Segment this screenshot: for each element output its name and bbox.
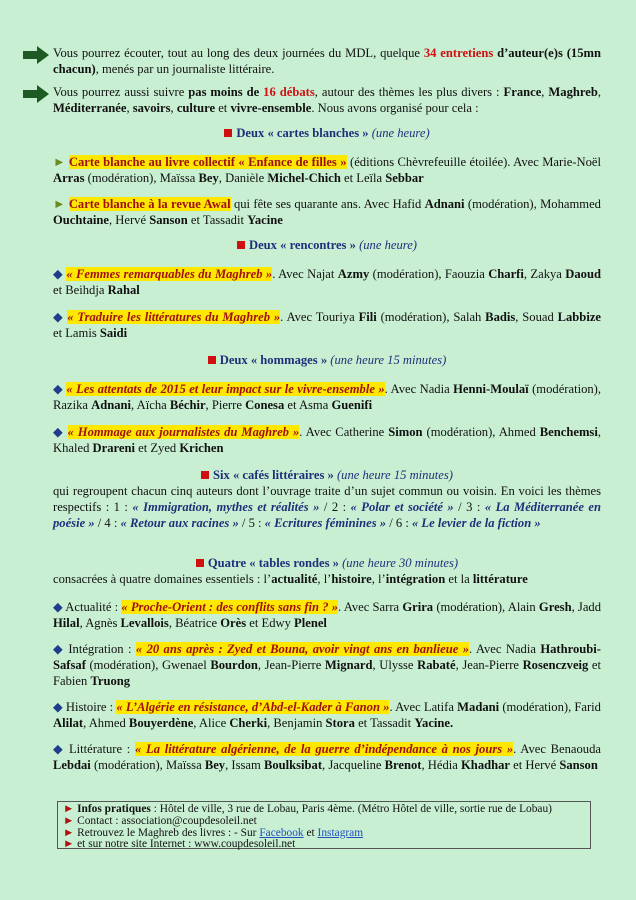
text: (modération), Mohammed xyxy=(464,197,601,211)
table-label: Histoire : xyxy=(65,700,117,714)
cafe-theme: « Retour aux racines » xyxy=(120,516,239,530)
highlight xyxy=(68,425,300,439)
text: (modération), Farid xyxy=(499,700,601,714)
section-duration: (une heure 15 minutes) xyxy=(336,468,453,482)
table-ronde-histoire xyxy=(53,699,601,731)
intro2-bold: pas moins de xyxy=(188,85,264,99)
text: , Alice xyxy=(193,716,230,730)
table-title: « Proche-Orient : des conflits sans fin ? » xyxy=(121,600,339,614)
text: (modération), Alain xyxy=(433,600,539,614)
text: , Agnès xyxy=(79,616,121,630)
name: Adnani xyxy=(91,398,132,412)
domain: littérature xyxy=(472,572,528,586)
name: Ouchtaine xyxy=(53,213,109,227)
text: qui regroupent chacun cinq auteurs dont l’ouvrage traite d’un sujet commun ou voisin. En voici les thèmes respectifs : 1 : xyxy=(53,484,601,514)
section-duration: (une heure 30 minutes) xyxy=(342,556,459,570)
hommage-1 xyxy=(53,381,601,413)
intro2-end: . Nous avons organisé pour cela : xyxy=(311,101,479,115)
highlight xyxy=(69,155,347,169)
section-cafes-litteraires xyxy=(53,467,601,483)
section-title: Quatre « tables rondes » xyxy=(207,556,339,570)
arrow-right-icon xyxy=(23,85,49,103)
name: Khadhar xyxy=(461,758,511,772)
rencontre-1 xyxy=(53,266,601,298)
carte1-title: Carte blanche au livre collectif « Enfance de filles » xyxy=(68,155,347,169)
highlight xyxy=(66,267,272,281)
domain: actualité xyxy=(271,572,318,586)
name: Yacine xyxy=(247,213,283,227)
sep: / 5 : xyxy=(238,516,265,530)
text: , l’ xyxy=(371,572,386,586)
theme-vivre-ensemble: vivre-ensemble xyxy=(230,101,312,115)
intro1-text: Vous pourrez écouter, tout au long des deux journées du MDL, quelque xyxy=(53,46,424,60)
sep: , xyxy=(126,101,133,115)
sep: / 4 : xyxy=(94,516,121,530)
sep: / 6 : xyxy=(386,516,412,530)
sep: / 2 : xyxy=(319,500,351,514)
text: , Jean-Pierre xyxy=(257,658,325,672)
name: Arras xyxy=(53,171,85,185)
cafes-description xyxy=(53,483,601,531)
text: , Pierre xyxy=(205,398,246,412)
text: et la xyxy=(445,572,473,586)
text: , Ahmed xyxy=(83,716,129,730)
theme-maghreb: Maghreb xyxy=(548,85,598,99)
section-title: Deux « rencontres » xyxy=(248,238,356,252)
domain: intégration xyxy=(385,572,446,586)
social-sep: et xyxy=(303,826,318,839)
table-title: « L’Algérie en résistance, d’Abd-el-Kader à Fanon » xyxy=(116,700,390,714)
section-rencontres xyxy=(53,237,601,253)
name: Brenot xyxy=(384,758,422,772)
name: Conesa xyxy=(245,398,285,412)
name: Sanson xyxy=(149,213,188,227)
info-line-website xyxy=(63,839,585,851)
name: Mignard xyxy=(324,658,373,672)
text: et Zyed xyxy=(134,441,180,455)
sep: / 3 : xyxy=(453,500,485,514)
section-title: Deux « hommages » xyxy=(219,353,328,367)
name: Bourdon xyxy=(210,658,258,672)
name: Guenifi xyxy=(331,398,373,412)
name: Daoud xyxy=(565,267,601,281)
text: , Béatrice xyxy=(168,616,221,630)
info-label: Infos pratiques xyxy=(77,803,151,815)
name: Stora xyxy=(325,716,355,730)
facebook-link[interactable]: Facebook xyxy=(259,826,304,839)
name: Rabaté xyxy=(417,658,456,672)
hommage-2 xyxy=(53,424,601,456)
carte2-title: Carte blanche à la revue Awal xyxy=(68,197,231,211)
name: Plenel xyxy=(294,616,327,630)
instagram-link[interactable]: Instagram xyxy=(317,826,364,839)
theme-mediterranee: Méditerranée xyxy=(53,101,127,115)
text: (modération), Maïssa xyxy=(90,758,205,772)
name: Sanson xyxy=(559,758,598,772)
text: , Aïcha xyxy=(131,398,170,412)
red-square-icon xyxy=(208,356,216,364)
theme-savoirs: savoirs xyxy=(132,101,171,115)
section-tables-rondes xyxy=(53,555,601,571)
text: . Avec Benaouda xyxy=(513,742,601,756)
name: Madani xyxy=(457,700,500,714)
tables-description xyxy=(53,571,601,587)
intro-paragraph-2 xyxy=(53,84,601,116)
name: Cherki xyxy=(229,716,268,730)
text: , Benjamin xyxy=(267,716,326,730)
name: Badis xyxy=(485,310,516,324)
intro-paragraph-1 xyxy=(53,45,601,77)
theme-france: France xyxy=(503,85,542,99)
triangle-bullet-icon: ► xyxy=(63,803,78,815)
sep: , xyxy=(170,101,177,115)
name: Simon xyxy=(388,425,423,439)
rencontre-2 xyxy=(53,309,601,341)
triangle-bullet-icon: ► xyxy=(63,814,78,827)
table-label: Intégration : xyxy=(68,642,136,656)
debats-count: 16 débats xyxy=(263,85,315,99)
cafe-theme: « Le levier de la fiction » xyxy=(411,516,541,530)
intro2-text2: , autour des thèmes les plus divers : xyxy=(314,85,504,99)
text: , Zakya xyxy=(523,267,566,281)
diamond-bullet-icon: ◆ xyxy=(53,642,69,656)
text: et Fabien xyxy=(53,658,602,688)
text: , Souad xyxy=(515,310,558,324)
website-link[interactable]: et sur notre site Internet : www.coupdesoleil.net xyxy=(77,838,296,851)
text: . Avec Nadia xyxy=(469,642,541,656)
theme-culture: culture xyxy=(176,101,216,115)
name: Bey xyxy=(204,758,226,772)
carte-blanche-2 xyxy=(53,196,601,228)
text: . Avec Touriya xyxy=(280,310,359,324)
diamond-bullet-icon: ◆ xyxy=(53,382,67,396)
section-duration: (une heure) xyxy=(359,238,417,252)
cafe-theme: « Immigration, mythes et réalités » xyxy=(132,500,320,514)
text: (éditions Chèvrefeuille étoilée). Avec Marie-Noël xyxy=(346,155,601,169)
name: Alilat xyxy=(53,716,84,730)
name: Gresh xyxy=(538,600,572,614)
text: , Hédia xyxy=(421,758,462,772)
table-label: Actualité : xyxy=(65,600,122,614)
table-title: « 20 ans après : Zyed et Bouna, avoir vingt ans en banlieue » xyxy=(135,642,469,656)
name: Adnani xyxy=(424,197,465,211)
section-duration: (une heure) xyxy=(371,126,430,140)
intro1-bold: d’auteur(e)s xyxy=(493,46,567,60)
name: Benchemsi xyxy=(539,425,598,439)
highlight xyxy=(66,382,384,396)
name: Hathroubi-Safsaf xyxy=(53,642,601,672)
name: Truong xyxy=(90,674,131,688)
text: , Hervé xyxy=(108,213,150,227)
carte-blanche-1 xyxy=(53,154,601,186)
diamond-bullet-icon: ◆ xyxy=(53,310,68,324)
section-cartes-blanches xyxy=(53,125,601,141)
section-title: Six « cafés littéraires » xyxy=(213,468,334,482)
text: (modération), Salah xyxy=(376,310,486,324)
intro1-duration: (15mn chacun) xyxy=(53,46,602,76)
text: . Avec Nadia xyxy=(384,382,454,396)
name: Hilal xyxy=(53,616,80,630)
text: qui fête ses quarante ans. Avec Hafid xyxy=(230,197,425,211)
name: Drareni xyxy=(92,441,135,455)
name: Saidi xyxy=(99,326,128,340)
name: Azmy xyxy=(337,267,370,281)
name: Yacine. xyxy=(414,716,454,730)
text: et Beihdja xyxy=(53,283,108,297)
text: et Asma xyxy=(284,398,332,412)
highlight xyxy=(116,700,389,714)
cafe-theme: « La Méditerranée en poésie » xyxy=(53,500,602,530)
domain: histoire xyxy=(331,572,372,586)
triangle-bullet-icon: ► xyxy=(63,826,78,839)
text: et Lamis xyxy=(53,326,100,340)
table-ronde-actualite xyxy=(53,599,601,631)
sep: et xyxy=(215,101,231,115)
text: , Jean-Pierre xyxy=(455,658,523,672)
intro2-text: Vous pourrez aussi suivre xyxy=(53,85,189,99)
text: . Avec Latifa xyxy=(389,700,458,714)
name: Lebdai xyxy=(53,758,91,772)
diamond-bullet-icon: ◆ xyxy=(53,267,67,281)
text: et Tassadit xyxy=(187,213,248,227)
highlight xyxy=(121,600,338,614)
diamond-bullet-icon: ◆ xyxy=(53,742,69,756)
text: , Khaled xyxy=(53,425,601,455)
text: , Jadd xyxy=(571,600,602,614)
text: (modération), Gwenael xyxy=(85,658,211,672)
name: Fili xyxy=(358,310,377,324)
name: Levallois xyxy=(120,616,169,630)
highlight xyxy=(67,310,280,324)
table-title: « La littérature algérienne, de la guerre d’indépendance à nos jours » xyxy=(135,742,514,756)
text: . Avec Catherine xyxy=(299,425,389,439)
rencontre2-title: « Traduire les littératures du Maghreb » xyxy=(67,310,281,324)
cafe-theme: « Ecritures féminines » xyxy=(264,516,387,530)
hommage1-title: « Les attentats de 2015 et leur impact sur le vivre-ensemble » xyxy=(66,382,385,396)
text: et Tassadit xyxy=(354,716,415,730)
arrow-right-icon xyxy=(23,46,49,64)
table-label: Littérature : xyxy=(68,742,135,756)
triangle-bullet-icon: ► xyxy=(53,155,69,169)
name: Rosenczveig xyxy=(522,658,589,672)
hommage2-title: « Hommage aux journalistes du Maghreb » xyxy=(67,425,300,439)
table-ronde-litterature xyxy=(53,741,601,773)
info-box xyxy=(57,801,591,849)
rencontre1-title: « Femmes remarquables du Maghreb » xyxy=(66,267,273,281)
red-square-icon xyxy=(224,129,232,137)
name: Boulksibat xyxy=(263,758,323,772)
name: Orès xyxy=(220,616,247,630)
text: , Danièle xyxy=(218,171,268,185)
name: Henni-Moulaï xyxy=(453,382,529,396)
name: Michel-Chich xyxy=(267,171,341,185)
entretiens-count: 34 entretiens xyxy=(423,46,494,60)
text: et Hervé xyxy=(510,758,560,772)
text: (modération), Faouzia xyxy=(369,267,489,281)
text: et Leïla xyxy=(340,171,386,185)
highlight xyxy=(69,197,231,211)
name: Grira xyxy=(402,600,434,614)
sep: , xyxy=(541,85,549,99)
info-address: : Hôtel de ville, 3 rue de Lobau, Paris 4ème. (Métro Hôtel de ville, sortie rue de Lobau) xyxy=(150,803,552,815)
highlight xyxy=(136,642,469,656)
contact-email[interactable]: Contact : association@coupdesoleil.net xyxy=(77,814,257,827)
diamond-bullet-icon: ◆ xyxy=(53,425,68,439)
section-title: Deux « cartes blanches » xyxy=(236,126,369,140)
text: (modération), Ahmed xyxy=(422,425,540,439)
section-duration: (une heure 15 minutes) xyxy=(330,353,447,367)
social-text: Retrouvez le Maghreb des livres : - Sur xyxy=(77,826,260,839)
cafe-theme: « Polar et société » xyxy=(350,500,454,514)
red-square-icon xyxy=(201,471,209,479)
text: , Issam xyxy=(225,758,264,772)
table-ronde-integration xyxy=(53,641,601,689)
diamond-bullet-icon: ◆ xyxy=(53,700,66,714)
text: , l’ xyxy=(317,572,332,586)
text: . Avec Najat xyxy=(272,267,338,281)
text: , Ulysse xyxy=(372,658,418,672)
name: Bey xyxy=(198,171,219,185)
name: Sebbar xyxy=(385,171,424,185)
sep: , xyxy=(597,85,602,99)
triangle-bullet-icon: ► xyxy=(53,197,69,211)
name: Charfi xyxy=(488,267,524,281)
intro1-end: , menés par un journaliste littéraire. xyxy=(95,62,275,76)
text: (modération), Maïssa xyxy=(84,171,199,185)
section-hommages xyxy=(53,352,601,368)
red-square-icon xyxy=(196,559,204,567)
triangle-bullet-icon: ► xyxy=(63,838,78,851)
name: Krichen xyxy=(179,441,224,455)
name: Rahal xyxy=(107,283,140,297)
text: , Jacqueline xyxy=(322,758,385,772)
red-square-icon xyxy=(237,241,245,249)
text: . Avec Sarra xyxy=(338,600,403,614)
text: consacrées à quatre domaines essentiels : l’ xyxy=(53,572,272,586)
text: (modération), Razika xyxy=(53,382,602,412)
diamond-bullet-icon: ◆ xyxy=(53,600,66,614)
name: Bouyerdène xyxy=(128,716,194,730)
name: Labbize xyxy=(557,310,601,324)
name: Béchir xyxy=(169,398,206,412)
highlight xyxy=(135,742,513,756)
text: et Edwy xyxy=(246,616,295,630)
